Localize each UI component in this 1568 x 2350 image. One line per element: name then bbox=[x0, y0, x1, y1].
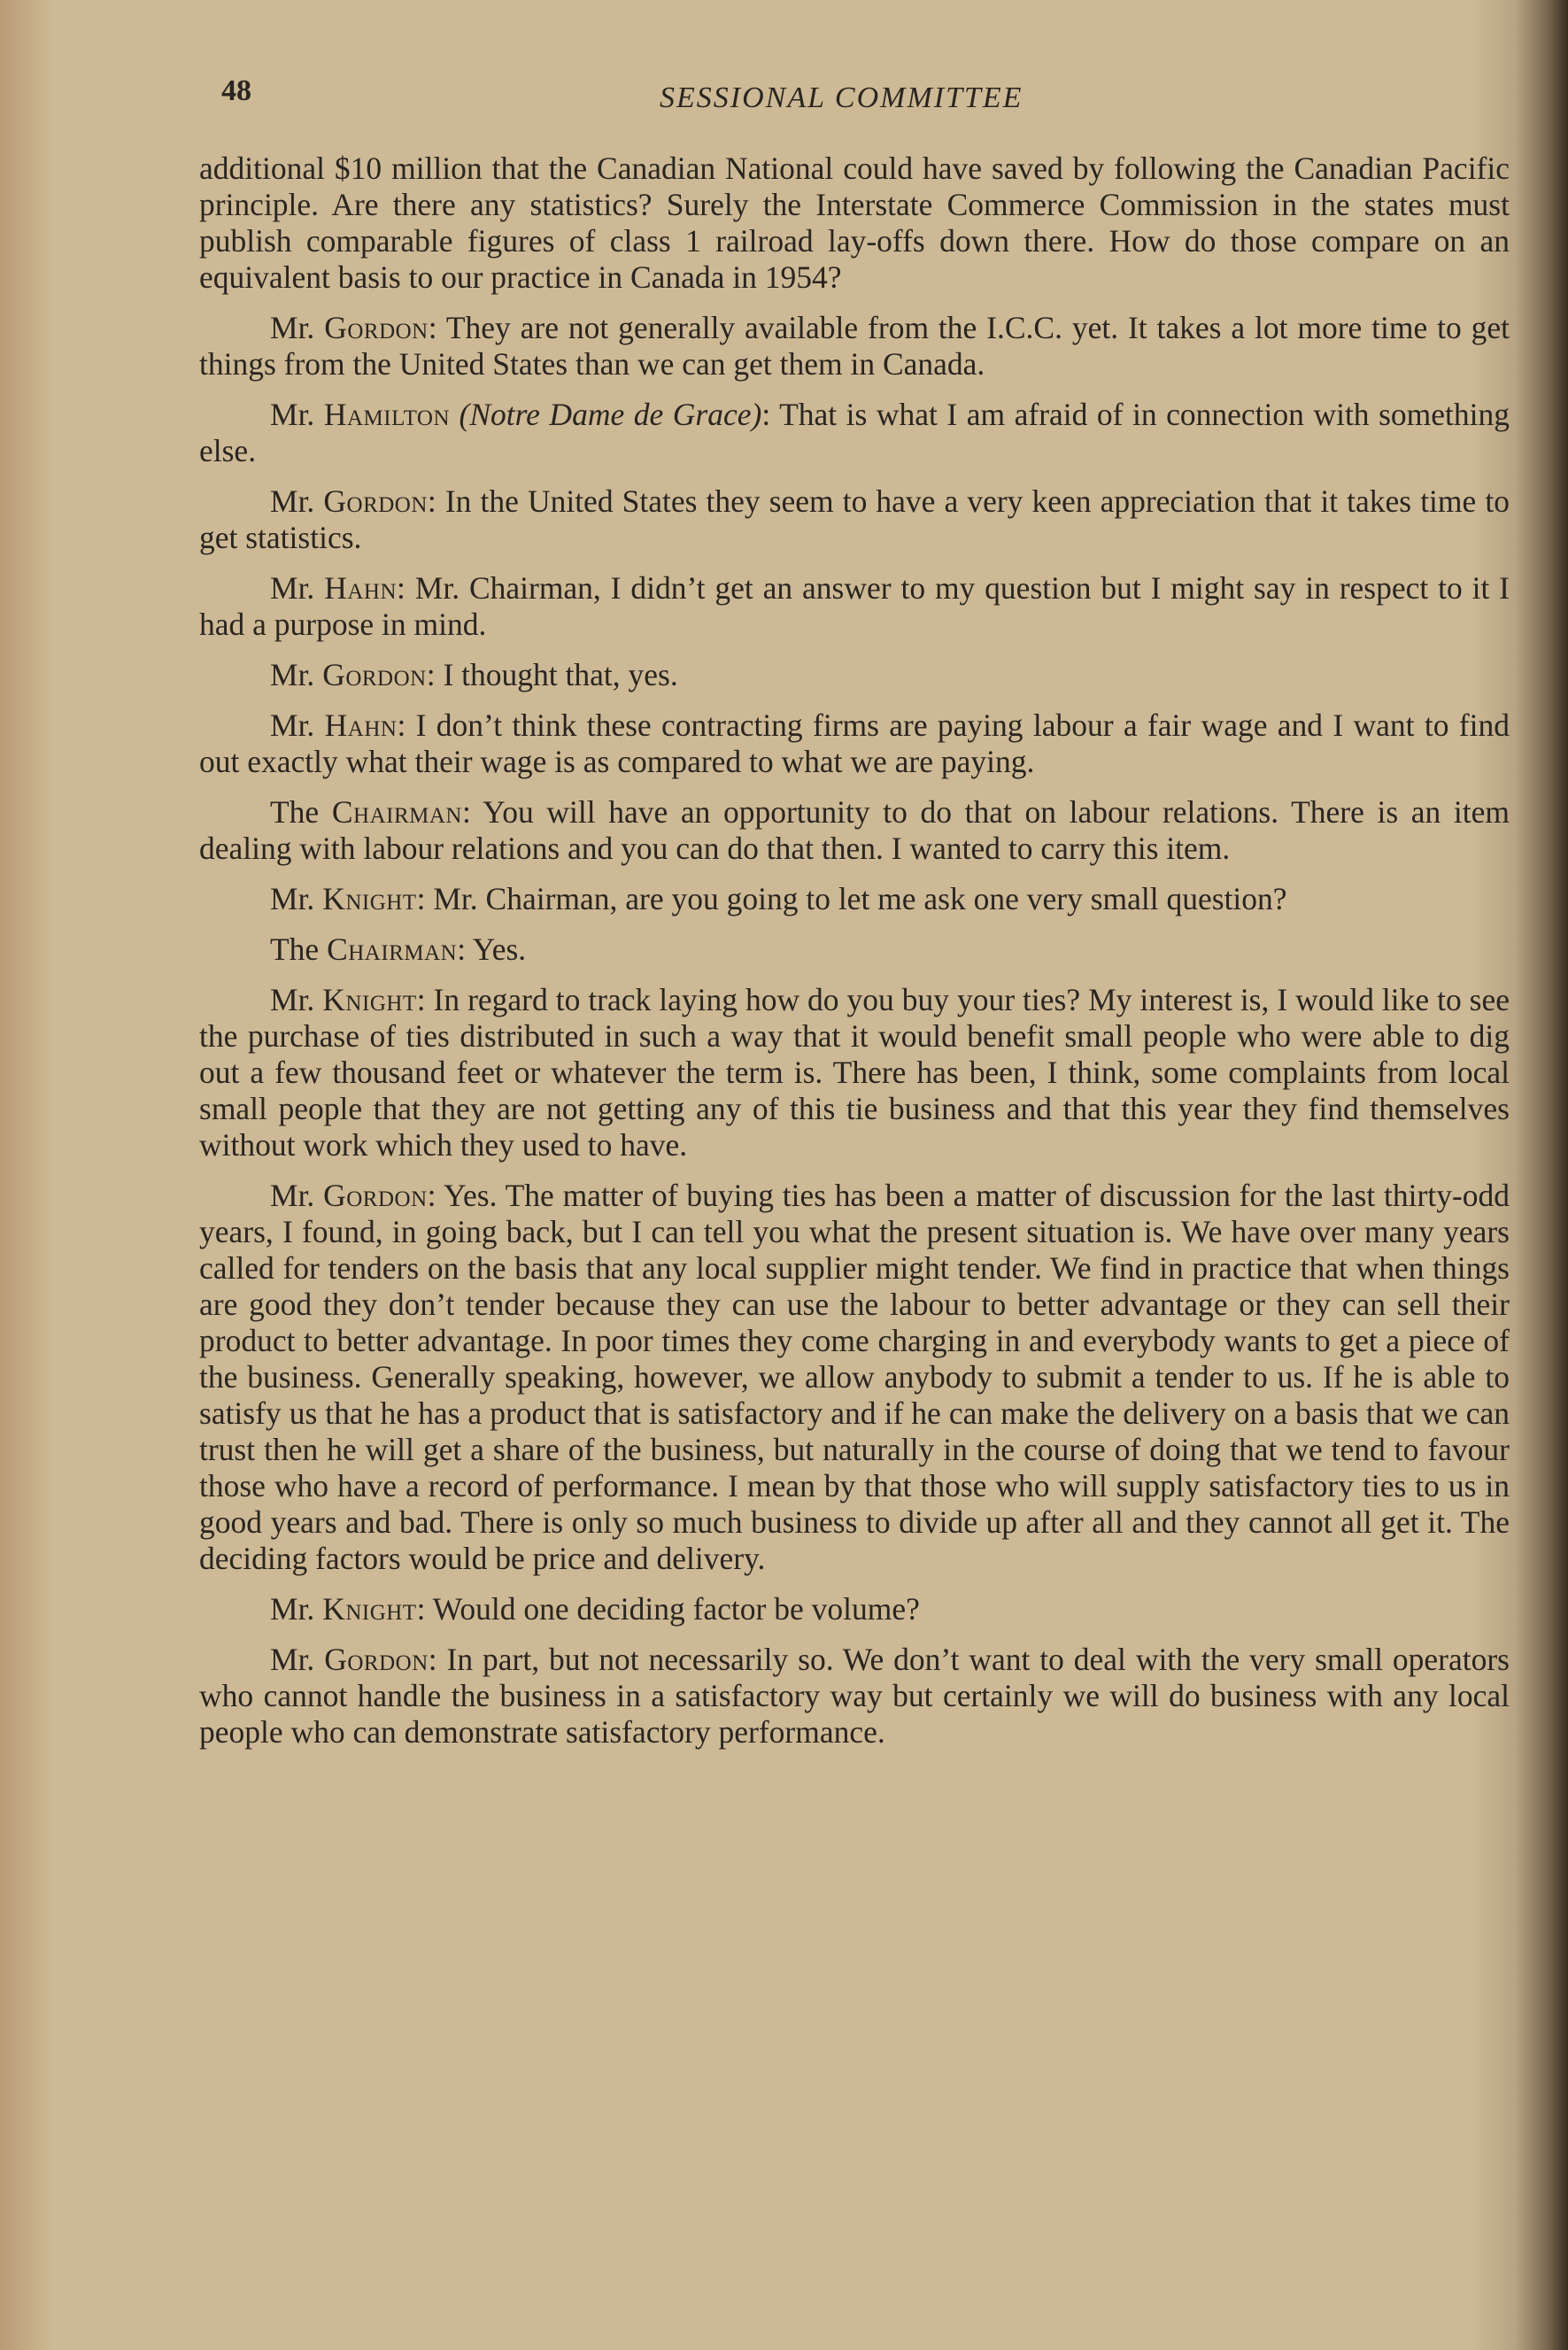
paragraph: The Chairman: Yes. bbox=[270, 931, 527, 967]
speaker-title: Mr. bbox=[270, 707, 315, 743]
paragraph-text: That is what I am afraid of in connection with something else. bbox=[199, 397, 1510, 468]
paragraph-text: In part, but not necessarily so. We don’t want to deal with the very small operators who cannot handle the business in a satisfactory way but certainly we will do business with any local people who can demonstrate satisfactory performance. bbox=[199, 1642, 1510, 1750]
paragraph-text: I don’t think these contracting firms are paying labour a fair wage and I want to find out exactly what their wage is as compared to what we are paying. bbox=[199, 707, 1510, 779]
paragraph-text: Mr. Chairman, I didn’t get an answer to my question but I might say in respect to it I had a purpose in mind. bbox=[199, 570, 1510, 642]
speaker-name: Gordon bbox=[324, 1642, 429, 1677]
paragraph: Mr. Hamilton (Notre Dame de Grace): That is what I am afraid of in connection with something else. bbox=[199, 397, 1510, 468]
page-number: 48 bbox=[221, 74, 251, 107]
speaker-name: Gordon bbox=[323, 483, 428, 519]
speaker-name: Hamilton bbox=[323, 397, 450, 432]
speaker-name: Gordon bbox=[323, 1178, 428, 1213]
paragraph: The Chairman: You will have an opportunity to do that on labour relations. There is an item dealing with labour relations and you can do that then. I wanted to carry this item. bbox=[199, 794, 1510, 866]
speaker-title: Mr. bbox=[270, 310, 315, 345]
paragraph: Mr. Gordon: They are not generally available from the I.C.C. yet. It takes a lot more time to get things from the United States than we can get them in Canada. bbox=[199, 310, 1510, 382]
speaker-name: Chairman bbox=[331, 794, 462, 830]
speaker-title: Mr. bbox=[270, 570, 315, 606]
speaker-title: Mr. bbox=[270, 397, 315, 432]
speaker-name: Chairman bbox=[327, 931, 458, 967]
paragraph bbox=[199, 151, 1510, 296]
speaker-title: Mr. bbox=[270, 982, 315, 1017]
paragraph-text: additional $10 million that the Canadian National could have saved by following the Canadian Pacific principle. Are there any statistics? Surely the Interstate Commerce Commission in the states must publish comparable figures of class 1 railroad lay-offs down there. How do those compare on an equivalent basis to our practice in Canada in 1954? bbox=[199, 151, 1510, 295]
paragraph-text: Mr. Chairman, are you going to let me ask one very small question? bbox=[433, 881, 1287, 916]
paragraph-text: In regard to track laying how do you buy your ties? My interest is, I would like to see the purchase of ties distributed in such a way that it would benefit small people who were able to dig out a few thousand feet or whatever the term is. There has been, I think, some complaints from local small people that they are not getting any of this tie business and that this year they find themselves without work which they used to have. bbox=[199, 982, 1510, 1163]
speaker-title: The bbox=[270, 931, 320, 967]
speaker-title: Mr. bbox=[270, 483, 315, 519]
running-title: SESSIONAL COMMITTEE bbox=[660, 81, 1023, 114]
paragraph: Mr. Gordon: In the United States they seem to have a very keen appreciation that it takes time to get statistics. bbox=[199, 483, 1510, 555]
speaker-title: Mr. bbox=[270, 1178, 315, 1213]
page-header bbox=[221, 71, 1532, 124]
speaker-name: Hahn bbox=[324, 707, 398, 743]
speaker-constituency: (Notre Dame de Grace) bbox=[459, 397, 762, 432]
speaker-name: Hahn bbox=[324, 570, 398, 606]
paragraph-text: I thought that, yes. bbox=[443, 657, 678, 692]
paragraph-text: They are not generally available from the I.C.C. yet. It takes a lot more time to get things from the United States than we can get them in Canada. bbox=[199, 310, 1510, 382]
speaker-title: Mr. bbox=[270, 881, 315, 916]
paragraph: Mr. Gordon: I thought that, yes. bbox=[270, 657, 678, 692]
paragraph: Mr. Gordon: In part, but not necessarily so. We don’t want to deal with the very small operators who cannot handle the business in a satisfactory way but certainly we will do business with any local people who can demonstrate satisfactory performance. bbox=[199, 1642, 1510, 1750]
speaker-title: Mr. bbox=[270, 657, 315, 692]
speaker-title: Mr. bbox=[270, 1591, 315, 1627]
paragraph: Mr. Hahn: Mr. Chairman, I didn’t get an answer to my question but I might say in respect to it I had a purpose in mind. bbox=[199, 570, 1510, 642]
speaker-name: Knight bbox=[322, 881, 417, 916]
paragraph-text: Would one deciding factor be volume? bbox=[432, 1591, 920, 1627]
speaker-name: Knight bbox=[322, 982, 417, 1017]
paragraph-text: You will have an opportunity to do that on labour relations. There is an item dealing with labour relations and you can do that then. I wanted to carry this item. bbox=[199, 794, 1510, 866]
paragraph: Mr. Knight: Would one deciding factor be volume? bbox=[270, 1591, 920, 1627]
speaker-name: Gordon bbox=[324, 310, 429, 345]
speaker-name: Knight bbox=[322, 1591, 417, 1627]
paragraph: Mr. Knight: Mr. Chairman, are you going to let me ask one very small question? bbox=[270, 881, 1287, 916]
speaker-title: The bbox=[270, 794, 320, 830]
paragraph: Mr. Knight: In regard to track laying how do you buy your ties? My interest is, I would like to see the purchase of ties distributed in such a way that it would benefit small people who were able to dig out a few thousand feet or whatever the term is. There has been, I think, some complaints from local small people that they are not getting any of this tie business and that this year they find themselves without work which they used to have. bbox=[199, 982, 1510, 1163]
paragraph-text: Yes. bbox=[472, 931, 527, 967]
speaker-title: Mr. bbox=[270, 1642, 315, 1677]
paragraph-text: In the United States they seem to have a very keen appreciation that it takes time to get statistics. bbox=[199, 483, 1510, 555]
paragraph: Mr. Hahn: I don’t think these contracting firms are paying labour a fair wage and I want to find out exactly what their wage is as compared to what we are paying. bbox=[199, 707, 1510, 779]
speaker-name: Gordon bbox=[322, 657, 427, 692]
transcript-body bbox=[199, 151, 1510, 1765]
paragraph-text: Yes. The matter of buying ties has been a matter of discussion for the last thirty-odd years, I found, in going back, but I can tell you what the present situation is. We have over many years called for tenders on the basis that any local supplier might tender. We find in practice that when things are good they don’t tender because they can use the labour to better advantage or they can sell their product to better advantage. In poor times they come charging in and everybody wants to get a piece of the business. Generally speaking, however, we allow anybody to submit a tender to us. If he is able to satisfy us that he has a product that is satisfactory and if he can make the delivery on a basis that we can trust then he will get a share of the business, but naturally in the course of doing that we tend to favour those who have a record of performance. I mean by that those who will supply satisfactory ties to us in good years and bad. There is only so much business to divide up after all and they cannot all get it. The deciding factors would be price and delivery. bbox=[199, 1178, 1510, 1576]
paragraph: Mr. Gordon: Yes. The matter of buying ties has been a matter of discussion for the last thirty-odd years, I found, in going back, but I can tell you what the present situation is. We have over many years called for tenders on the basis that any local supplier might tender. We find in practice that when things are good they don’t tender because they can use the labour to better advantage or they can sell their product to better advantage. In poor times they come charging in and everybody wants to get a piece of the business. Generally speaking, however, we allow anybody to submit a tender to us. If he is able to satisfy us that he has a product that is satisfactory and if he can make the delivery on a basis that we can trust then he will get a share of the business, but naturally in the course of doing that we tend to favour those who have a record of performance. I mean by that those who will supply satisfactory ties to us in good years and bad. There is only so much business to divide up after all and they cannot all get it. The deciding factors would be price and delivery. bbox=[199, 1178, 1510, 1576]
